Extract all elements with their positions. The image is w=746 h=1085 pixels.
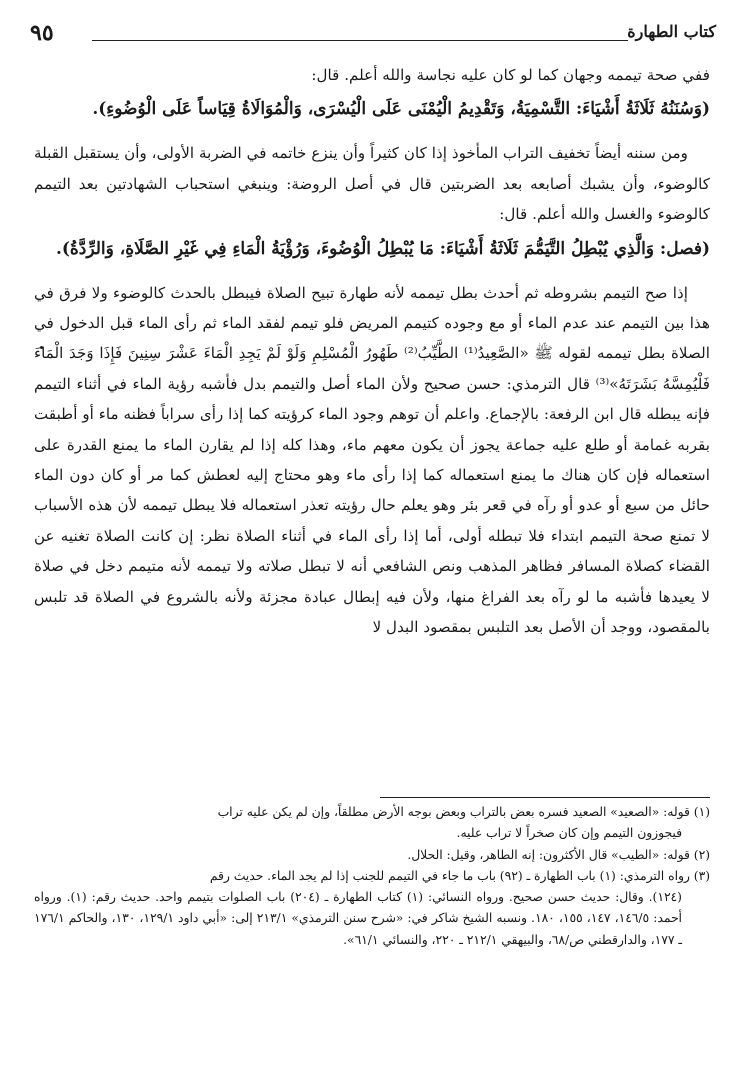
matn-verse-1: (وَسُنَنُهُ ثَلَاثَةُ أَشْيَاءَ: التَّسْمِيَةُ، وَتَقْدِيمُ الْيُمْنَى عَلَى الْيُسْرَى، وَالْمُوَالَاةُ قِيَاساً عَلَى الْوُضُوءِ). xyxy=(92,99,710,120)
main-text xyxy=(34,60,710,643)
page-number: ٩٥ xyxy=(30,20,54,46)
page-header xyxy=(30,22,716,46)
paragraph-1: ففي صحة تيممه وجهان كما لو كان عليه نجاسة والله أعلم. قال: xyxy=(311,66,710,84)
footnote-2: (٢) قوله: «الطيب» قال الأكثرون: إنه الطاهر، وقيل: الحلال. xyxy=(407,847,710,862)
footnote-1-continued: فيجوزون التيمم وإن كان صخراً لا تراب عليه. xyxy=(456,826,682,841)
matn-verse-2: (فصل: وَالَّذِي يُبْطِلُ التَّيَمُّمَ ثَلَاثَةُ أَشْيَاءَ: مَا يُبْطِلُ الْوُضُوءَ، وَرُؤْيَةُ الْمَاءِ فِي غَيْرِ الصَّلَاةِ، وَالرِّدَّةُ). xyxy=(55,238,710,259)
footnote-rule xyxy=(380,797,710,798)
footnote-1: (١) قوله: «الصعيد» الصعيد فسره بعض بالتراب وبعض بوجه الأرض مطلقاً، وإن لم يكن عليه تراب xyxy=(217,805,710,819)
footnotes xyxy=(34,802,710,951)
paragraph-2: ومن سننه أيضاً تخفيف التراب المأخوذ إذا كان كثيراً وأن ينزع خاتمه في الضربة الأولى، وأن يستقبل القبلة كالوضوء، وأن يشبك أصابعه بعد الضربتين قال في أصل الروضة: وينبغي استحباب الشهادتين بعد التيمم كالوضوء والغسل والله أعلم. قال: xyxy=(34,144,710,224)
paragraph-3: إذا صح التيمم بشروطه ثم أحدث بطل تيممه لأنه طهارة تبيح الصلاة فيبطل بالحدث كالوضوء ولا فرق في هذا بين التيمم عند عدم الماء أو مع وجوده كتيمم المريض فلو تيمم لفقد الماء ثم رأى الماء قبل الدخول في الصلاة بطل تيممه لقوله ﷺ «الصَّعِيدُ⁽¹⁾ الطَّيِّبُ⁽²⁾ طَهُورُ الْمُسْلِمِ وَلَوْ لَمْ يَجِدِ الْمَاءَ عَشْرَ سِنِينَ فَإِذَا وَجَدَ الْمَاءَ فَلْيُمِسَّهُ بَشَرَتَهُ»⁽³⁾ قال الترمذي: حسن صحيح ولأن الماء أصل والتيمم بدل فأشبه رؤية الماء في أثناء التيمم فإنه يبطله قال ابن الرفعة: بالإجماع. واعلم أن توهم وجود الماء كرؤيته كما إذا رأى سراباً فظنه ماء أو أطبقت بقربه غمامة أو طلع عليه جماعة يجوز أن يكون معهم ماء، وهذا كله إذا لم يقارن الماء ما يمنع القدرة على استعماله فإن كان هناك ما يمنع استعماله كما إذا رأى ماء وهو محتاج إليه لعطش كما مر أو كان دون الماء حائل من سبع أو عدو أو رآه في قعر بئر وهو يعلم حال رؤيته تعذر استعماله فلا يبطل تيممه لأن هذه الأسباب لا تمنع صحة التيمم ابتداء فلا تبطله أولى، أما إذا رأى الماء في أثناء الصلاة نظر: إن كانت الصلاة تغنيه عن القضاء كصلاة المسافر فظاهر المذهب ونص الشافعي أنه لا تبطل صلاته ولا تيممه لأنه متيمم دخل في صلاة لا يعيدها فأشبه ما لو رآه بعد الفراغ منها، ولأن فيه إبطال عبادة مجزئة ولأنه بالشروع في الصلاة قد تلبس بالمقصود، ووجد أن الأصل بعد التلبس بمقصود البدل لا xyxy=(34,283,710,637)
header-rule xyxy=(92,40,628,41)
footnote-3-continued: (١٢٤). وقال: حديث حسن صحيح. ورواه النسائي: (١) كتاب الطهارة ـ (٢٠٤) باب الصلوات بتيمم واحد. حديث رقم: (١). ورواه أحمد: ١٤٦/٥، ١٤٧، ١٥٥، ١٨٠. ونسبه الشيخ شاكر في: «شرح سنن الترمذي» ٢١٣/١ إلى: «أبي داود ١٢٩/١، ١٣٠، والحاكم ١٧٦/١ ـ ١٧٧، والدارقطني ص/٦٨، والبيهقي ٢١٢/١ ـ ٢٢٠، والنسائي ٦١/١». xyxy=(34,890,682,947)
footnote-3: (٣) رواه الترمذي: (١) باب الطهارة ـ (٩٢) باب ما جاء في التيمم للجنب إذا لم يجد الماء. حديث رقم xyxy=(209,868,710,883)
book-title: كتاب الطهارة xyxy=(627,22,716,41)
